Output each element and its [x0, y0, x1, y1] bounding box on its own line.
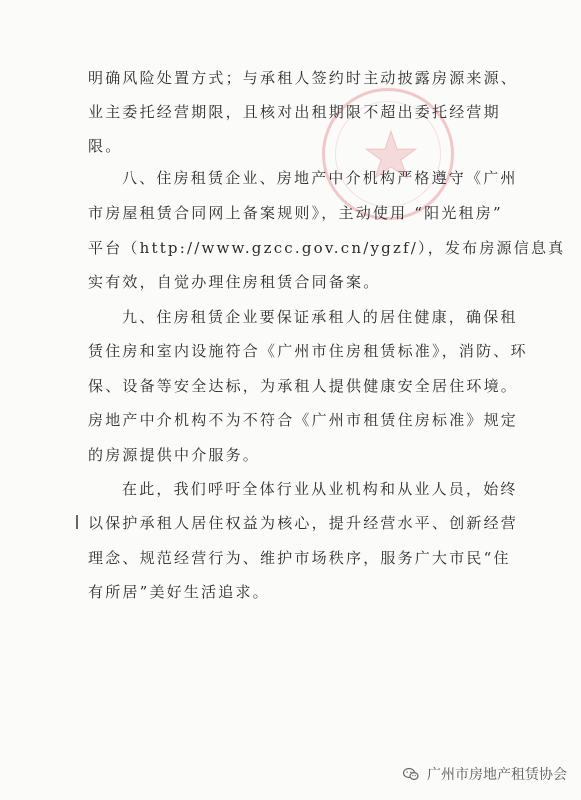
body-line: 的房源提供中介服务。 — [88, 446, 261, 464]
body-line: 业主委托经营期限，且核对出租期限不超出委托经营期 — [88, 103, 501, 121]
body-line: 理念、规范经营行为、维护市场秩序，服务广大市民“住 — [88, 549, 511, 567]
body-line: 赁住房和室内设施符合《广州市住房租赁标准》，消防、环 — [88, 342, 528, 360]
footer-attribution — [403, 764, 567, 784]
paragraph-eight-line: 八、住房租赁企业、房地产中介机构严格遵守《广州 — [122, 169, 518, 187]
body-line: 有所居”美好生活追求。 — [88, 583, 270, 601]
body-line: 市房屋租赁合同网上备案规则》，主动使用 “阳光租房” — [88, 204, 503, 222]
body-line: 房地产中介机构不为不符合《广州市租赁住房标准》规定 — [88, 411, 519, 429]
body-line: 明确风险处置方式；与承租人签约时主动披露房源来源、 — [88, 69, 519, 87]
wechat-icon — [403, 767, 419, 781]
body-line: 限。 — [88, 137, 123, 155]
body-line: 平台（http://www.gzcc.gov.cn/ygzf/），发布房源信息真 — [88, 239, 566, 257]
body-line: 以保护承租人居住权益为核心，提升经营水平、创新经营 — [88, 514, 519, 532]
body-line: 保、设备等安全达标，为承租人提供健康安全居住环境。 — [88, 377, 519, 395]
margin-mark — [76, 515, 82, 529]
footer-label: 广州市房地产租赁协会 — [427, 766, 567, 782]
paragraph-nine-line: 九、住房租赁企业要保证承租人的居住健康，确保租 — [122, 308, 518, 326]
body-line: 实有效，自觉办理住房租赁合同备案。 — [88, 273, 381, 291]
closing-paragraph-line: 在此，我们呼吁全体行业从业机构和从业人员，始终 — [122, 480, 518, 498]
